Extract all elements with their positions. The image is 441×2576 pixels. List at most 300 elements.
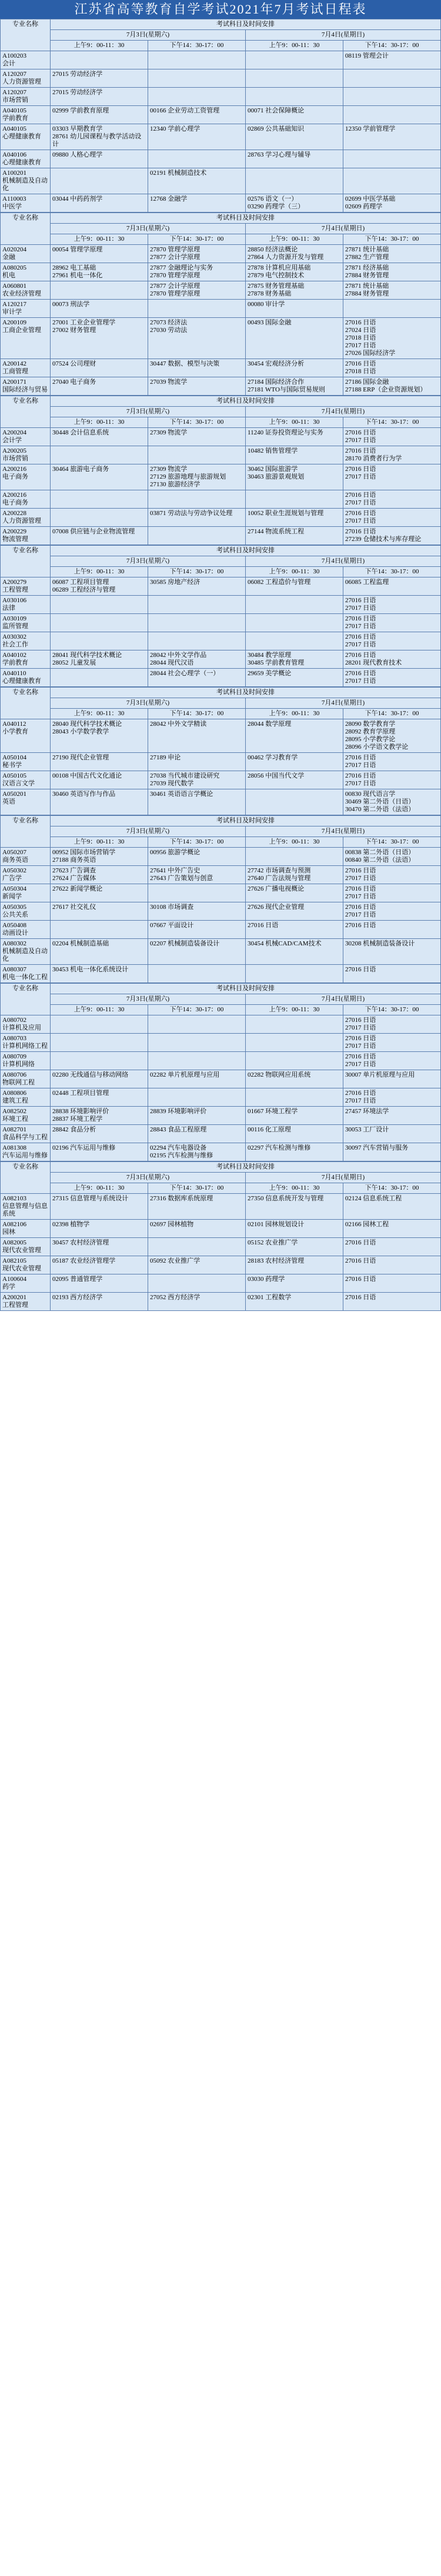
course-entry: 27016 日语	[345, 360, 376, 367]
major-cell	[1, 150, 51, 168]
course-entry: 28052 儿童发展	[52, 659, 96, 666]
major-name: 电子商务	[2, 473, 28, 480]
exam-slot-cell	[246, 939, 343, 965]
exam-slot-cell	[246, 490, 343, 509]
major-code: A030106	[2, 597, 26, 604]
major-name: 园林	[2, 1229, 15, 1236]
course-entry: 00080 审计学	[248, 301, 285, 308]
exam-slot-cell	[148, 168, 246, 194]
major-code: A200205	[2, 447, 26, 454]
exam-slot-cell	[246, 884, 343, 902]
course-entry: 00952 国际市场营销学	[52, 849, 116, 856]
major-row	[1, 150, 441, 168]
exam-slot-cell	[148, 51, 246, 69]
major-row	[1, 1107, 441, 1125]
exam-slot-cell	[148, 1293, 246, 1311]
exam-slot-cell	[343, 1274, 441, 1293]
exam-slot-cell	[343, 263, 441, 281]
course-entry: 06087 工程项目管理	[52, 579, 109, 586]
page-title: 江苏省高等教育自学考试2021年7月考试日程表	[0, 0, 441, 19]
major-name: 会计	[2, 60, 15, 67]
pm-slot-header: 下午14：30-17：00	[343, 1183, 441, 1194]
course-entry: 28962 电工基础	[52, 264, 96, 271]
major-header: 专业名称	[1, 19, 51, 51]
course-entry: 27017 日语	[345, 875, 376, 882]
course-entry: 27030 劳动法	[150, 327, 188, 334]
exam-slot-cell	[51, 527, 148, 545]
major-row	[1, 194, 441, 213]
course-entry: 27239 仓储技术与库存理论	[345, 536, 422, 543]
course-entry: 27181 WTO与国际贸易规则	[248, 386, 325, 393]
major-row	[1, 939, 441, 965]
exam-slot-cell	[148, 263, 246, 281]
exam-slot-cell	[343, 150, 441, 168]
course-entry: 27877 会计学原理	[150, 254, 201, 261]
course-entry: 27641 中外广告史	[150, 867, 201, 874]
course-entry: 30470 第二外语（法语）	[345, 806, 415, 813]
exam-slot-cell	[148, 753, 246, 771]
exam-slot-cell	[246, 428, 343, 446]
exam-slot-cell	[343, 527, 441, 545]
day2-header: 7月4日(星期日)	[246, 556, 441, 567]
course-entry: 27870 管理学原理	[150, 290, 201, 297]
exam-slot-cell	[51, 884, 148, 902]
course-entry: 12350 学前管理学	[345, 125, 396, 132]
pm-slot-header: 下午14：30-17：00	[148, 1183, 246, 1194]
course-entry: 30108 市场调查	[150, 904, 194, 911]
major-name: 工商管理	[2, 368, 28, 375]
exam-slot-cell	[51, 1107, 148, 1125]
exam-slot-cell	[246, 1088, 343, 1107]
major-name: 电子商务	[2, 499, 28, 506]
major-name: 学前教育	[2, 115, 28, 122]
schedule-section-table	[0, 396, 441, 545]
exam-slot-cell	[51, 509, 148, 527]
day1-header: 7月3日(星期六)	[51, 556, 246, 567]
course-entry: 06082 工程造价与管理	[248, 579, 311, 586]
course-entry: 28043 小学数学教学	[52, 728, 109, 735]
major-code: A082502	[2, 1108, 26, 1115]
exam-slot-cell	[51, 1274, 148, 1293]
am-slot-header: 上午9：00-11：30	[246, 709, 343, 719]
major-name: 公共关系	[2, 911, 28, 918]
course-entry: 27643 广告策划与创意	[150, 875, 213, 882]
exam-slot-cell	[51, 1220, 148, 1238]
major-cell	[1, 124, 51, 150]
course-entry: 02095 普通管理学	[52, 1276, 103, 1283]
major-code: A200216	[2, 492, 26, 499]
course-entry: 28761 幼儿园课程与教学活动设计	[52, 133, 142, 148]
am-slot-header: 上午9：00-11：30	[51, 837, 148, 848]
course-entry: 00462 学习教育学	[248, 754, 298, 761]
exam-slot-cell	[148, 789, 246, 815]
course-entry: 07667 平面设计	[150, 922, 194, 929]
course-entry: 27017 日语	[345, 1043, 376, 1050]
exam-slot-cell	[343, 902, 441, 921]
major-cell	[1, 88, 51, 106]
major-row	[1, 245, 441, 263]
course-entry: 30448 会计信息系统	[52, 429, 109, 436]
major-code: A050305	[2, 904, 26, 911]
major-code: A200109	[2, 319, 26, 326]
day2-header: 7月4日(星期日)	[246, 407, 441, 417]
course-entry: 28044 社会心理学（一）	[150, 670, 220, 677]
major-cell	[1, 1256, 51, 1274]
major-row	[1, 464, 441, 490]
exam-slot-cell	[246, 650, 343, 669]
exam-slot-cell	[343, 168, 441, 194]
major-cell	[1, 428, 51, 446]
major-name: 广告学	[2, 875, 22, 882]
course-entry: 27623 广告调查	[52, 867, 96, 874]
course-entry: 27052 西方经济学	[150, 1294, 201, 1301]
exam-slot-cell	[148, 106, 246, 124]
exam-slot-cell	[51, 1015, 148, 1034]
course-entry: 12768 金融学	[150, 195, 188, 203]
major-name: 现代农业管理	[2, 1265, 41, 1272]
major-code: A200204	[2, 429, 26, 436]
major-cell	[1, 446, 51, 464]
pm-slot-header: 下午14：30-17：00	[343, 709, 441, 719]
course-entry: 27073 经济法	[150, 319, 188, 326]
pm-slot-header: 下午14：30-17：00	[343, 1005, 441, 1015]
exam-slot-cell	[148, 1015, 246, 1034]
course-entry: 28843 食品工程原理	[150, 1126, 207, 1133]
exam-slot-cell	[148, 1194, 246, 1220]
schedule-section-table	[0, 687, 441, 815]
major-row	[1, 1052, 441, 1070]
course-entry: 30454 机械CAD/CAM技术	[248, 940, 322, 947]
course-entry: 27018 日语	[345, 334, 376, 341]
major-code: A082106	[2, 1221, 26, 1228]
exam-slot-cell	[51, 377, 148, 396]
major-row	[1, 527, 441, 545]
major-code: A200216	[2, 466, 26, 473]
major-name: 机械制造及自动化	[2, 948, 48, 962]
am-slot-header: 上午9：00-11：30	[51, 417, 148, 428]
day1-header: 7月3日(星期六)	[51, 224, 246, 234]
course-entry: 27016 日语	[345, 966, 376, 973]
exam-slot-cell	[51, 965, 148, 983]
exam-slot-cell	[246, 632, 343, 650]
exam-slot-cell	[51, 318, 148, 359]
major-row	[1, 614, 441, 632]
major-row	[1, 650, 441, 669]
major-cell	[1, 281, 51, 300]
course-entry: 30469 第二外语（日语）	[345, 798, 415, 805]
course-entry: 30007 单片机原理与应用	[345, 1071, 415, 1078]
major-row	[1, 509, 441, 527]
course-entry: 28850 经济法概论	[248, 246, 298, 253]
day2-header: 7月4日(星期日)	[246, 224, 441, 234]
exam-slot-cell	[148, 377, 246, 396]
course-entry: 27016 日语	[345, 922, 376, 929]
course-entry: 30053 工厂设计	[345, 1126, 389, 1133]
course-entry: 27617 社交礼仪	[52, 904, 96, 911]
major-row	[1, 1194, 441, 1220]
exam-slot-cell	[148, 614, 246, 632]
major-cell	[1, 902, 51, 921]
major-code: A080307	[2, 966, 26, 973]
exam-slot-cell	[343, 106, 441, 124]
exam-slot-cell	[148, 245, 246, 263]
course-entry: 28763 学习心理与辅导	[248, 151, 311, 158]
major-row	[1, 921, 441, 939]
day2-header: 7月4日(星期日)	[246, 698, 441, 709]
major-row	[1, 359, 441, 377]
course-entry: 30485 学前教育管理	[248, 659, 305, 666]
exam-slot-cell	[246, 263, 343, 281]
exam-slot-cell	[343, 1194, 441, 1220]
major-row	[1, 1238, 441, 1256]
major-code: A080302	[2, 940, 26, 947]
course-entry: 27016 日语	[345, 466, 376, 473]
exam-slot-cell	[148, 1274, 246, 1293]
major-cell	[1, 1125, 51, 1143]
exam-slot-cell	[51, 263, 148, 281]
major-row	[1, 300, 441, 318]
course-entry: 30461 英语语言学概论	[150, 791, 213, 798]
course-entry: 27017 日语	[345, 893, 376, 900]
course-entry: 03303 早期教育学	[52, 125, 103, 132]
major-row	[1, 1220, 441, 1238]
pm-slot-header: 下午14：30-17：00	[343, 837, 441, 848]
exam-slot-cell	[343, 194, 441, 213]
course-entry: 28056 中国当代文学	[248, 772, 305, 779]
major-name: 机电	[2, 272, 15, 279]
exam-slot-cell	[148, 1220, 246, 1238]
major-cell	[1, 1238, 51, 1256]
course-entry: 10482 销售管理学	[248, 447, 298, 454]
major-row	[1, 377, 441, 396]
course-entry: 27016 日语	[345, 1294, 376, 1301]
exam-slot-cell	[148, 902, 246, 921]
course-entry: 27640 广告法规与管理	[248, 875, 311, 882]
course-entry: 27315 信息管理与系统设计	[52, 1195, 129, 1202]
major-code: A082701	[2, 1126, 26, 1133]
major-name: 机械制造及自动化	[2, 177, 48, 192]
major-code: A081308	[2, 1144, 26, 1151]
course-entry: 27016 日语	[345, 510, 376, 517]
major-cell	[1, 377, 51, 396]
major-cell	[1, 69, 51, 88]
major-cell	[1, 168, 51, 194]
exam-slot-cell	[343, 124, 441, 150]
course-entry: 00073 刑法学	[52, 301, 90, 308]
exam-slot-cell	[343, 490, 441, 509]
pm-slot-header: 下午14：30-17：00	[148, 837, 246, 848]
major-header: 专业名称	[1, 1162, 51, 1194]
course-entry: 27016 日语	[345, 429, 376, 436]
major-row	[1, 884, 441, 902]
course-entry: 27882 生产管理	[345, 254, 389, 261]
major-cell	[1, 753, 51, 771]
am-slot-header: 上午9：00-11：30	[51, 567, 148, 577]
schedule-section-table	[0, 213, 441, 396]
exam-slot-cell	[246, 69, 343, 88]
exam-slot-cell	[343, 428, 441, 446]
major-name: 工程管理	[2, 1302, 28, 1309]
major-name: 市场营销	[2, 455, 28, 462]
section-header: 考试科目及时间安排	[51, 19, 441, 30]
major-cell	[1, 1194, 51, 1220]
am-slot-header: 上午9：00-11：30	[246, 417, 343, 428]
course-entry: 27184 国际经济合作	[248, 379, 305, 386]
major-name: 商务英语	[2, 857, 28, 864]
section-header: 考试科目及时间安排	[51, 213, 441, 224]
course-entry: 27457 环境法学	[345, 1108, 389, 1115]
major-name: 小学教育	[2, 728, 28, 735]
course-entry: 00116 化工原理	[248, 1126, 291, 1133]
course-entry: 30447 数据、模型与决策	[150, 360, 220, 367]
exam-slot-cell	[343, 848, 441, 866]
major-name: 人力资源管理	[2, 78, 41, 85]
exam-slot-cell	[343, 88, 441, 106]
major-name: 会计学	[2, 437, 22, 444]
exam-slot-cell	[246, 106, 343, 124]
exam-slot-cell	[148, 509, 246, 527]
exam-slot-cell	[246, 848, 343, 866]
exam-slot-cell	[343, 614, 441, 632]
exam-slot-cell	[343, 1256, 441, 1274]
course-entry: 00166 企业劳动工资管理	[150, 107, 220, 114]
course-entry: 02576 语文（一）	[248, 195, 298, 203]
major-cell	[1, 719, 51, 753]
exam-slot-cell	[246, 1238, 343, 1256]
exam-slot-cell	[148, 527, 246, 545]
major-name: 审计学	[2, 308, 22, 316]
course-entry: 27622 新闻学概论	[52, 885, 103, 892]
course-entry: 27129 旅游地理与旅游规划	[150, 473, 226, 480]
course-entry: 27879 电气控制技术	[248, 272, 305, 279]
major-row	[1, 124, 441, 150]
course-entry: 07008 供应链与企业物流管理	[52, 528, 135, 535]
exam-slot-cell	[148, 359, 246, 377]
course-entry: 27017 日语	[345, 437, 376, 444]
exam-slot-cell	[51, 69, 148, 88]
day2-header: 7月4日(星期日)	[246, 826, 441, 837]
exam-slot-cell	[148, 1034, 246, 1052]
course-entry: 30464 旅游电子商务	[52, 466, 109, 473]
course-entry: 28092 教育学原理	[345, 728, 396, 735]
course-entry: 00830 现代语言学	[345, 791, 396, 798]
major-code: A050201	[2, 791, 26, 798]
course-entry: 27024 日语	[345, 327, 376, 334]
course-entry: 27016 日语	[345, 867, 376, 874]
course-entry: 27017 日语	[345, 641, 376, 648]
exam-slot-cell	[148, 939, 246, 965]
major-cell	[1, 884, 51, 902]
exam-slot-cell	[343, 753, 441, 771]
course-entry: 11240 证券投资理论与实务	[248, 429, 323, 436]
major-code: A200171	[2, 379, 26, 386]
exam-slot-cell	[246, 1256, 343, 1274]
major-code: A200201	[2, 1294, 26, 1301]
major-header: 专业名称	[1, 984, 51, 1015]
major-cell	[1, 939, 51, 965]
major-code: A020204	[2, 246, 26, 253]
day1-header: 7月3日(星期六)	[51, 30, 246, 41]
course-entry: 27016 日语	[345, 1090, 376, 1097]
exam-slot-cell	[246, 596, 343, 614]
major-cell	[1, 848, 51, 866]
course-entry: 27316 数据库系统原理	[150, 1195, 213, 1202]
day1-header: 7月3日(星期六)	[51, 407, 246, 417]
exam-slot-cell	[343, 464, 441, 490]
exam-slot-cell	[51, 632, 148, 650]
am-slot-header: 上午9：00-11：30	[51, 41, 148, 51]
major-row	[1, 771, 441, 789]
course-entry: 02699 中医学基础	[345, 195, 396, 203]
exam-slot-cell	[246, 866, 343, 884]
pm-slot-header: 下午14：30-17：00	[148, 234, 246, 245]
day1-header: 7月3日(星期六)	[51, 1173, 246, 1183]
course-entry: 27015 劳动经济学	[52, 71, 103, 78]
major-code: A082005	[2, 1239, 26, 1246]
exam-slot-cell	[343, 377, 441, 396]
exam-slot-cell	[51, 51, 148, 69]
exam-slot-cell	[343, 596, 441, 614]
course-entry: 27016 日语	[345, 1276, 376, 1283]
major-code: A050408	[2, 922, 26, 929]
course-entry: 08119 管理会计	[345, 52, 389, 59]
course-entry: 27016 日语	[345, 1017, 376, 1024]
exam-slot-cell	[246, 359, 343, 377]
major-name: 药学	[2, 1283, 15, 1290]
major-row	[1, 106, 441, 124]
exam-slot-cell	[343, 632, 441, 650]
course-entry: 30454 宏观经济分析	[248, 360, 305, 367]
major-row	[1, 263, 441, 281]
exam-slot-cell	[51, 1125, 148, 1143]
major-row	[1, 1274, 441, 1293]
course-entry: 27001 工业企业管理学	[52, 319, 116, 326]
course-entry: 28090 数学教育学	[345, 721, 396, 728]
course-entry: 05092 农业推广学	[150, 1257, 201, 1264]
course-entry: 27017 日语	[345, 911, 376, 918]
exam-slot-cell	[246, 1293, 343, 1311]
course-entry: 27016 日语	[345, 1257, 376, 1264]
major-name: 汉语言文学	[2, 780, 35, 787]
major-name: 动画设计	[2, 930, 28, 937]
course-entry: 27190 现代企业管理	[52, 754, 109, 761]
course-entry: 29659 美学概论	[248, 670, 292, 677]
schedule-section-table	[0, 1161, 441, 1311]
exam-slot-cell	[343, 789, 441, 815]
exam-slot-cell	[246, 464, 343, 490]
major-cell	[1, 1293, 51, 1311]
major-row	[1, 1034, 441, 1052]
exam-slot-cell	[246, 669, 343, 687]
exam-slot-cell	[148, 124, 246, 150]
major-name: 机电一体化工程	[2, 974, 48, 981]
major-code: A050207	[2, 849, 26, 856]
major-code: A040110	[2, 670, 26, 677]
major-row	[1, 1256, 441, 1274]
course-entry: 28041 现代科学技术概论	[52, 652, 122, 659]
major-cell	[1, 1274, 51, 1293]
course-entry: 02193 西方经济学	[52, 1294, 103, 1301]
course-entry: 28201 现代教育技术	[345, 659, 402, 666]
exam-slot-cell	[246, 789, 343, 815]
course-entry: 28170 消费者行为学	[345, 455, 402, 462]
am-slot-header: 上午9：00-11：30	[246, 1005, 343, 1015]
course-entry: 27016 日语	[345, 754, 376, 761]
exam-slot-cell	[148, 69, 246, 88]
major-row	[1, 719, 441, 753]
exam-slot-cell	[51, 669, 148, 687]
course-entry: 27016 日语	[248, 922, 279, 929]
